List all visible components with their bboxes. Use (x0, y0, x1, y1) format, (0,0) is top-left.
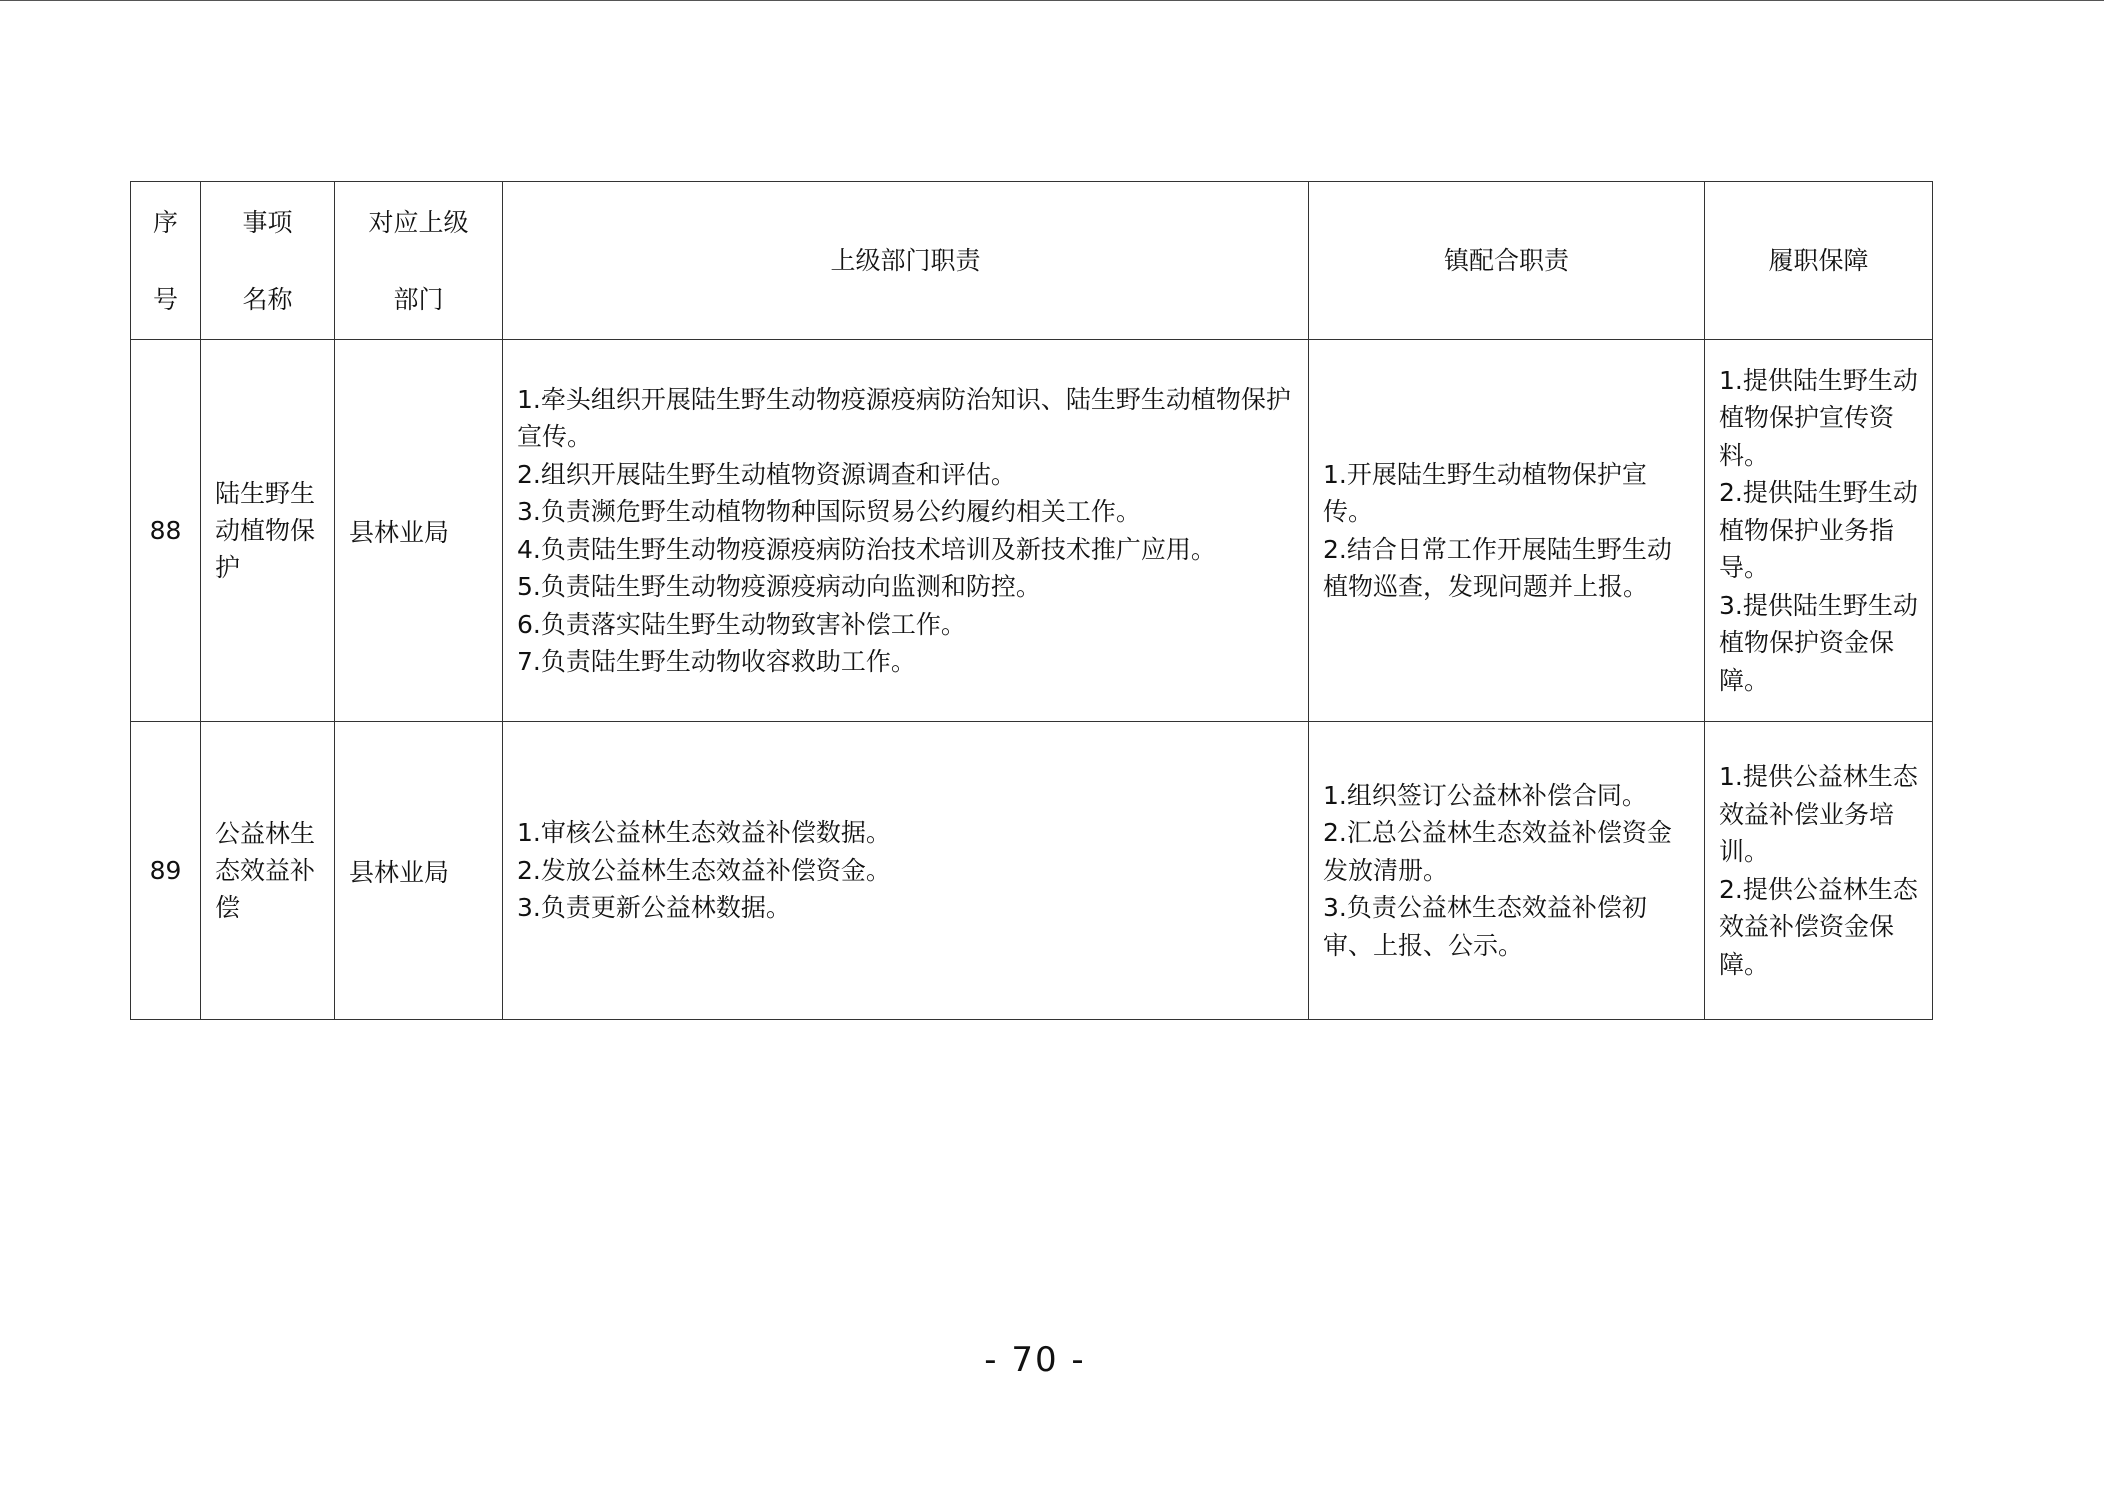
header-item-line1: 事项 (242, 207, 293, 237)
responsibility-table (130, 181, 1933, 1020)
guarantee-item: 1.提供陆生野生动植物保护宣传资料。 (1719, 365, 1918, 470)
row-dept: 县林业局 (335, 722, 503, 1020)
row-guarantee (1705, 722, 1933, 1020)
header-dept (335, 182, 503, 340)
row-number: 89 (131, 722, 201, 1020)
table-row (131, 722, 1933, 1020)
row-upper-duties (503, 340, 1309, 722)
duty-item: 1.审核公益林生态效益补偿数据。 (517, 818, 891, 848)
duty-item: 3.负责更新公益林数据。 (517, 893, 791, 923)
duty-item: 1.牵头组织开展陆生野生动物疫源疫病防治知识、陆生野生动植物保护宣传。 (517, 384, 1291, 451)
guarantee-item: 2.提供陆生野生动植物保护业务指导。 (1719, 478, 1918, 583)
duty-item: 2.结合日常工作开展陆生野生动植物巡查，发现问题并上报。 (1323, 534, 1672, 601)
row-guarantee (1705, 340, 1933, 722)
duty-item: 7.负责陆生野生动物收容救助工作。 (517, 647, 916, 676)
guarantee-item: 1.提供公益林生态效益补偿业务培训。 (1719, 762, 1918, 866)
top-border-line (0, 0, 2104, 1)
duty-item: 2.发放公益林生态效益补偿资金。 (517, 855, 891, 885)
duty-item: 4.负责陆生野生动物疫源疫病防治技术培训及新技术推广应用。 (517, 534, 1216, 564)
header-dept-line2: 部门 (393, 284, 444, 314)
row-item-name: 陆生野生动植物保护 (201, 340, 335, 722)
duty-item: 3.负责濒危野生动植物物种国际贸易公约履约相关工作。 (517, 497, 1141, 526)
header-item (201, 182, 335, 340)
header-seq (131, 182, 201, 340)
row-dept: 县林业局 (335, 340, 503, 722)
header-dept-line1: 对应上级 (368, 207, 469, 237)
table-row (131, 340, 1933, 722)
row-item-name: 公益林生态效益补偿 (201, 722, 335, 1020)
header-guarantee: 履职保障 (1705, 182, 1933, 340)
duty-item: 1.开展陆生野生动植物保护宣传。 (1323, 459, 1647, 526)
header-seq-line1: 序 (152, 207, 178, 237)
guarantee-item: 2.提供公益林生态效益补偿资金保障。 (1719, 874, 1918, 979)
duty-item: 2.组织开展陆生野生动植物资源调查和评估。 (517, 459, 1016, 489)
page-number: - 70 - (984, 1340, 1086, 1380)
guarantee-item: 3.提供陆生野生动植物保护资金保障。 (1719, 590, 1918, 695)
header-upper-duties: 上级部门职责 (503, 182, 1309, 340)
duty-item: 3.负责公益林生态效益补偿初审、上报、公示。 (1323, 893, 1647, 960)
row-town-duties (1309, 722, 1705, 1020)
table-header-row (131, 182, 1933, 340)
header-item-line2: 名称 (242, 284, 293, 314)
duty-item: 1.组织签订公益林补偿合同。 (1323, 780, 1647, 810)
header-seq-line2: 号 (152, 284, 178, 314)
duty-item: 6.负责落实陆生野生动物致害补偿工作。 (517, 609, 966, 639)
duty-item: 5.负责陆生野生动物疫源疫病动向监测和防控。 (517, 572, 1041, 601)
duty-item: 2.汇总公益林生态效益补偿资金发放清册。 (1323, 818, 1672, 885)
row-upper-duties (503, 722, 1309, 1020)
row-town-duties (1309, 340, 1705, 722)
header-town-duties: 镇配合职责 (1309, 182, 1705, 340)
row-number: 88 (131, 340, 201, 722)
